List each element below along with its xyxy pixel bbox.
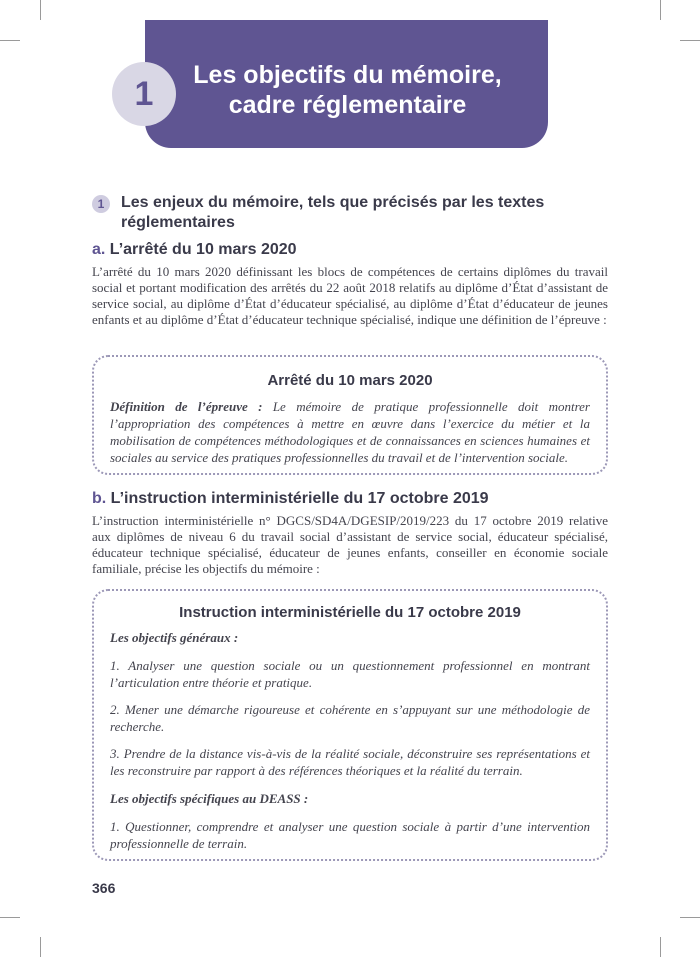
subsection-b-paragraph: L’instruction interministérielle n° DGCS/SD4A/DGESIP/2019/223 du 17 octobre 2019 relative aux diplômes de niveau 6 du travail social d’assistant de service social, éducateur spécialisé, éducateur technique spécialisé, éducateur de jeunes enfants, conseiller en économie sociale familiale, précise les objectifs du mémoire : xyxy=(92,513,608,576)
crop-mark xyxy=(680,40,700,41)
crop-mark xyxy=(660,0,661,20)
subsection-b-title: L’instruction interministérielle du 17 octobre 2019 xyxy=(110,490,489,507)
box-arrete-body: Le mémoire de pratique professionnelle doit montrer l’appropriation des compétences à mettre en œuvre dans l’exercice du métier et la mobilisation de compétences méthodologiques et de connaissances en sciences humaines et sociales au service des pratiques professionnelles du travail et de l’intervention sociale. xyxy=(110,399,590,465)
page-number: 366 xyxy=(92,880,116,896)
objective-item-3: 3. Prendre de la distance vis-à-vis de la réalité sociale, déconstruire ses représentations et les reconstruire par rapport à des références théoriques et la réalité du terrain. xyxy=(110,746,590,778)
chapter-title-line2: cadre réglementaire xyxy=(228,91,467,119)
box-arrete xyxy=(92,355,608,475)
specific-objectives-label xyxy=(110,790,590,807)
box-arrete-label: Définition de l’épreuve : xyxy=(110,399,263,414)
crop-mark xyxy=(660,937,661,957)
specific-objectives-label-text: Les objectifs spécifiques au DEASS : xyxy=(110,791,309,806)
objective-item-1: 1. Analyser une question sociale ou un questionnement professionnel en montrant l’articulation entre théorie et pratique. xyxy=(110,658,590,690)
box-instruction-title: Instruction interministérielle du 17 octobre 2019 xyxy=(179,604,521,621)
chapter-number-badge: 1 xyxy=(112,62,176,126)
chapter-title xyxy=(150,60,545,120)
subsection-a-paragraph: L’arrêté du 10 mars 2020 définissant les blocs de compétences de certains diplômes du travail social et portant modification des arrêtés du 22 août 2018 relatifs au diplôme d’État d’assistant de service social, au diplôme d’État d’éducateur spécialisé, au diplôme d’État d’éducateur de jeunes enfants et au diplôme d’État d’éducateur technique spécialisé, indique une définition de l’épreuve : xyxy=(92,264,608,327)
section-number-badge: 1 xyxy=(92,195,110,213)
subsection-b-heading xyxy=(92,489,489,509)
general-objectives-label-text: Les objectifs généraux : xyxy=(110,630,239,645)
objective-item-2: 2. Mener une démarche rigoureuse et cohérente en s’appuyant sur une méthodologie de recherche. xyxy=(110,702,590,734)
subsection-a-title: L’arrêté du 10 mars 2020 xyxy=(109,241,297,258)
specific-objective-item-1: 1. Questionner, comprendre et analyser une question sociale à partir d’une intervention professionnelle de terrain. xyxy=(110,819,590,851)
crop-mark xyxy=(40,0,41,20)
subsection-b-letter: b. xyxy=(92,490,107,507)
subsection-a-letter: a. xyxy=(92,241,106,258)
general-objectives-label xyxy=(110,629,590,646)
chapter-title-line1: Les objectifs du mémoire, xyxy=(193,61,502,89)
crop-mark xyxy=(680,917,700,918)
box-arrete-title: Arrêté du 10 mars 2020 xyxy=(267,372,433,389)
box-instruction xyxy=(92,589,608,861)
section-title: Les enjeux du mémoire, tels que précisés par les textes réglementaires xyxy=(121,194,545,231)
box-arrete-text xyxy=(110,398,590,466)
subsection-a-heading xyxy=(92,240,297,260)
crop-mark xyxy=(0,40,20,41)
crop-mark xyxy=(0,917,20,918)
crop-mark xyxy=(40,937,41,957)
